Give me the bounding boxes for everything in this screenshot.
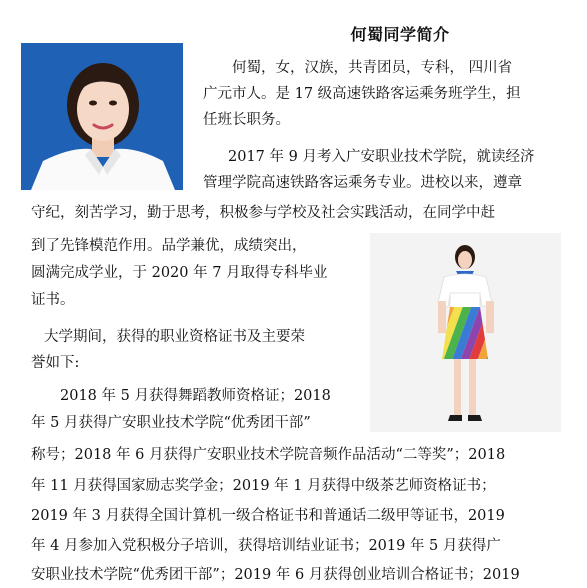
text-line: 圆满完成学业，于 2020 年 7 月取得专科毕业 <box>31 265 328 281</box>
text-line: 2017 年 9 月考入广安职业技术学院，就读经济 <box>228 149 535 165</box>
text-line: 年 5 月获得广安职业技术学院“优秀团干部” <box>31 415 311 431</box>
id-portrait-photo <box>21 43 183 190</box>
full-body-photo <box>370 233 561 432</box>
page-title: 何蜀同学简介 <box>350 25 450 44</box>
text-line: 安职业技术学院“优秀团干部”；2019 年 6 月获得创业培训合格证书；2019 <box>31 567 520 583</box>
text-line: 2019 年 3 月获得全国计算机一级合格证书和普通话二级甲等证书，2019 <box>31 508 505 524</box>
text-line: 管理学院高速铁路客运乘务专业。进校以来，遵章 <box>203 175 522 191</box>
text-line: 称号；2018 年 6 月获得广安职业技术学院音频作品活动“二等奖”；2018 <box>31 447 506 463</box>
text-line: 2018 年 5 月获得舞蹈教师资格证；2018 <box>60 388 331 404</box>
text-line: 守纪，刻苦学习，勤于思考，积极参与学校及社会实践活动，在同学中赶 <box>31 205 495 221</box>
text-line: 到了先锋模范作用。品学兼优，成绩突出， <box>31 238 307 254</box>
text-line: 何蜀，女，汉族，共青团员，专科， 四川省 <box>232 60 513 76</box>
text-line: 年 11 月获得国家励志奖学金；2019 年 1 月获得中级茶艺师资格证书； <box>31 478 496 494</box>
text-line: 广元市人。是 17 级高速铁路客运乘务班学生，担 <box>203 86 521 102</box>
text-line: 大学期间，获得的职业资格证书及主要荣 <box>44 329 305 345</box>
text-line: 证书。 <box>31 292 75 308</box>
text-line: 任班长职务。 <box>203 112 290 128</box>
text-line: 誉如下: <box>31 355 80 371</box>
text-line: 年 4 月参加入党积极分子培训，获得培训结业证书；2019 年 5 月获得广 <box>31 538 501 554</box>
